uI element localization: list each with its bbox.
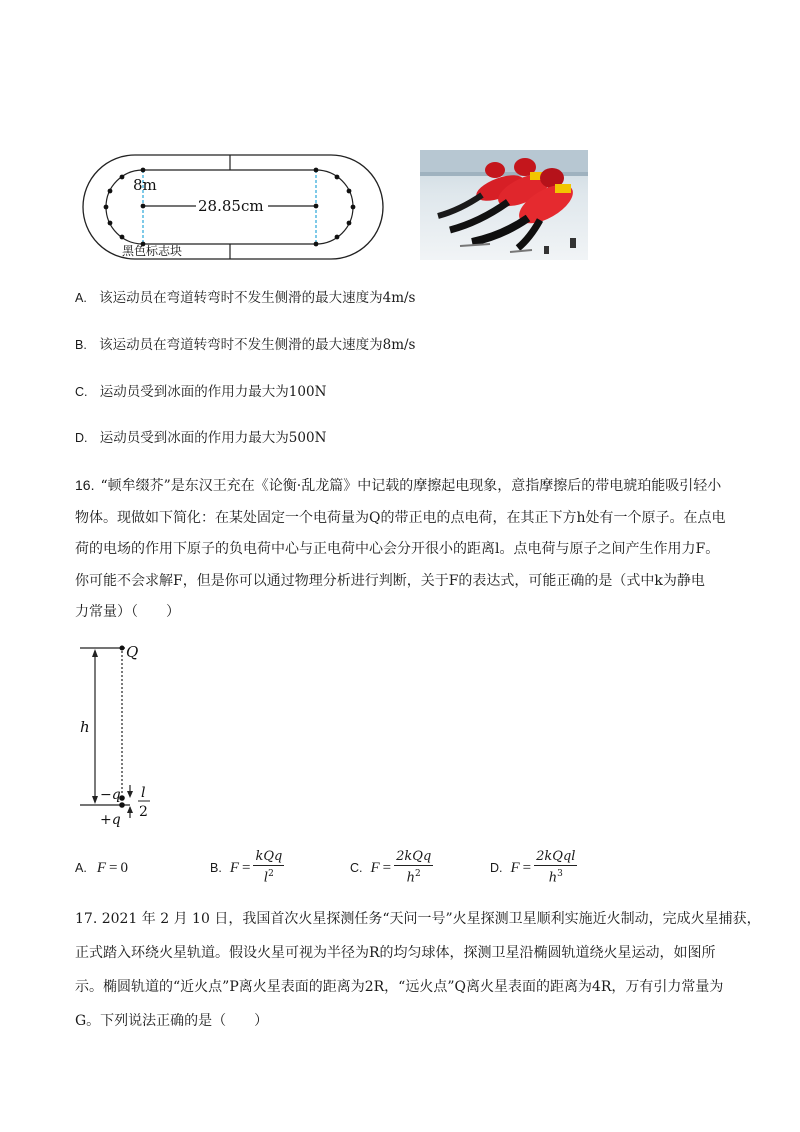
fraction bbox=[534, 849, 577, 886]
option-letter: C. bbox=[75, 385, 88, 399]
fraction bbox=[394, 849, 433, 886]
fraction-numerator: 2kQq bbox=[396, 849, 432, 865]
denominator-exponent: 2 bbox=[268, 869, 274, 880]
q15-option-d bbox=[75, 428, 326, 448]
option-lhs: F bbox=[229, 859, 239, 876]
q16-question bbox=[75, 470, 775, 629]
fraction-denominator bbox=[549, 866, 563, 886]
charge-diagram bbox=[70, 635, 180, 835]
q16-line-5: 力常量）（ ） bbox=[75, 604, 180, 620]
q16-line-3: 荷的电场的作用下原子的负电荷中心与正电荷中心会分开很小的距离l。点电荷与原子之间产生作用力F。 bbox=[75, 541, 720, 557]
denominator-base: h bbox=[406, 870, 416, 886]
q17-line-3: 示。椭圆轨道的“近火点”P离火星表面的距离为2R，“远火点”Q离火星表面的距离为4R，万有引力常量为 bbox=[75, 979, 724, 995]
q17-line-4: G。下列说法正确的是（ ） bbox=[75, 1013, 269, 1029]
option-lhs: F bbox=[96, 859, 106, 876]
label-marker: 黑色标志块 bbox=[122, 244, 183, 258]
fraction-denominator bbox=[407, 866, 421, 886]
skaters-photo-drawing bbox=[420, 150, 588, 260]
option-eq: = bbox=[382, 859, 392, 876]
q17-line-2: 正式踏入环绕火星轨道。假设火星可视为半径为R的均匀球体，探测卫星沿椭圆轨道绕火星运动，如图所 bbox=[75, 945, 716, 961]
q17-question bbox=[75, 902, 775, 1038]
q16-number: 16. bbox=[75, 477, 95, 493]
option-text: 该运动员在弯道转弯时不发生侧滑的最大速度为4m/s bbox=[99, 290, 416, 306]
option-letter: B. bbox=[210, 861, 222, 875]
option-letter: B. bbox=[75, 338, 87, 352]
option-letter: A. bbox=[75, 291, 87, 305]
denominator-base: h bbox=[548, 870, 558, 886]
option-eq: = bbox=[522, 859, 532, 876]
label-2: 2 bbox=[139, 804, 148, 820]
label-plus-q: +q bbox=[100, 812, 121, 828]
track-figure bbox=[78, 150, 388, 265]
label-Q: Q bbox=[126, 643, 139, 661]
option-letter: D. bbox=[490, 861, 503, 875]
denominator-exponent: 2 bbox=[415, 869, 421, 880]
option-rhs: 0 bbox=[120, 859, 128, 876]
fraction-numerator: 2kQql bbox=[536, 849, 576, 865]
label-length: 28.85cm bbox=[198, 197, 264, 215]
q17-line-1: 17. 2021 年 2 月 10 日，我国首次火星探测任务“天问一号”火星探测卫星顺利实施近火制动，完成火星捕获， bbox=[75, 911, 761, 927]
fraction bbox=[253, 849, 284, 886]
option-eq: = bbox=[241, 859, 251, 876]
option-letter: D. bbox=[75, 431, 88, 445]
label-h: h bbox=[80, 718, 90, 736]
fraction-denominator bbox=[264, 866, 274, 886]
q16-line-1 bbox=[75, 470, 775, 503]
option-letter: A. bbox=[75, 861, 87, 875]
q16-line-2: 物体。现做如下简化：在某处固定一个电荷量为Q的带正电的点电荷，在其正下方h处有一个原子。在点电 bbox=[75, 509, 726, 526]
fraction-numerator: kQq bbox=[255, 849, 283, 865]
option-eq: = bbox=[108, 859, 118, 876]
q16-option-c bbox=[350, 846, 433, 890]
track-diagram bbox=[78, 150, 388, 265]
label-l: l bbox=[141, 785, 146, 801]
label-minus-q: −q bbox=[100, 787, 121, 803]
q15-option-b bbox=[75, 335, 415, 355]
q16-text-line: “顿牟缀芥”是东汉王充在《论衡·乱龙篇》中记载的摩擦起电现象，意指摩擦后的带电琥珀能吸引轻小 bbox=[100, 478, 722, 494]
option-letter: C. bbox=[350, 861, 363, 875]
skaters-photo bbox=[420, 150, 588, 260]
option-lhs: F bbox=[370, 859, 380, 876]
q16-option-d bbox=[490, 846, 577, 890]
q16-option-b bbox=[210, 846, 284, 890]
label-8m: 8m bbox=[133, 176, 157, 194]
denominator-base: l bbox=[263, 870, 269, 886]
q15-option-a bbox=[75, 288, 415, 308]
q15-option-c bbox=[75, 382, 326, 402]
denominator-exponent: 3 bbox=[557, 869, 563, 880]
q16-option-a bbox=[75, 850, 128, 886]
q16-line-4: 你可能不会求解F，但是你可以通过物理分析进行判断，关于F的表达式，可能正确的是（式中k为静电 bbox=[75, 572, 705, 589]
charge-figure bbox=[70, 635, 180, 835]
option-text: 运动员受到冰面的作用力最大为500N bbox=[99, 430, 327, 446]
option-text: 该运动员在弯道转弯时不发生侧滑的最大速度为8m/s bbox=[99, 337, 416, 353]
option-text: 运动员受到冰面的作用力最大为100N bbox=[99, 384, 327, 400]
option-lhs: F bbox=[510, 859, 520, 876]
